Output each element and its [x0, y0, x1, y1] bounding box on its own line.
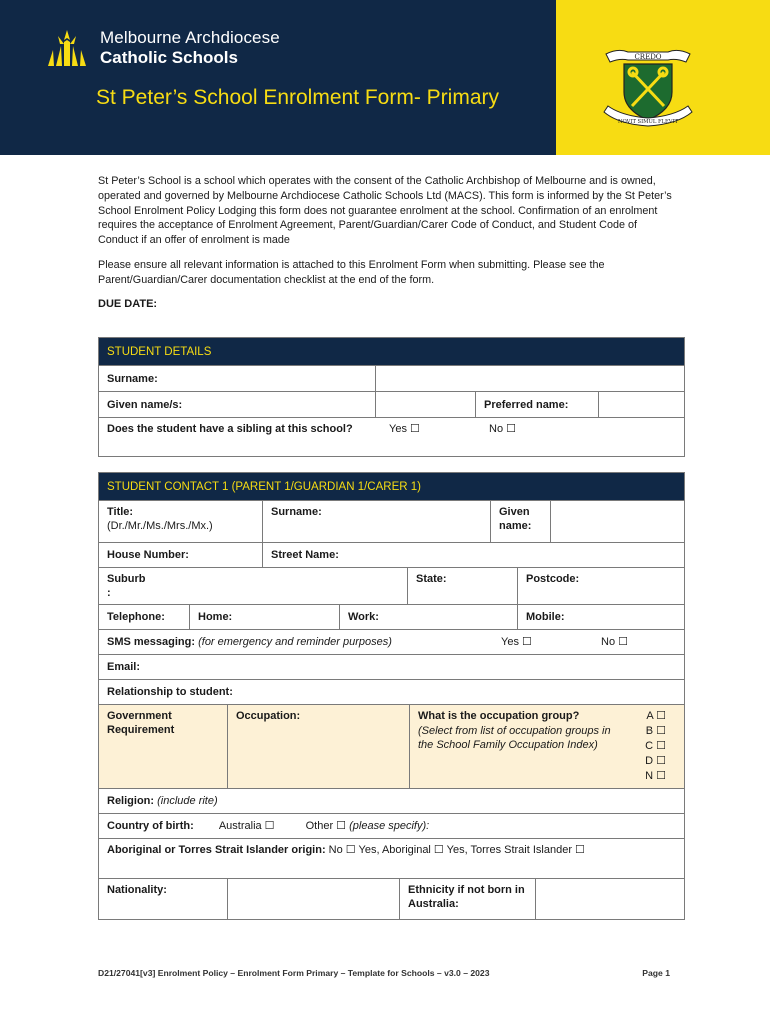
work-phone-label: Work:: [339, 605, 517, 629]
ethnicity-field[interactable]: [535, 879, 684, 919]
given-names-row: [99, 392, 684, 418]
religion-note: (include rite): [157, 795, 218, 807]
relationship-row: [99, 680, 684, 705]
macs-logo: [42, 28, 280, 68]
email-row: [99, 655, 684, 680]
page-header: [0, 0, 770, 155]
footer-text: D21/27041[v3] Enrolment Policy – Enrolment Form Primary – Template for Schools – v3.0 – 2023: [98, 968, 490, 978]
crest-motto-bottom: NOVIT SIMUL FLEVIT: [617, 119, 679, 125]
telephone-row: [99, 605, 684, 630]
occupation-option-b[interactable]: B ☐: [645, 725, 666, 737]
sms-label: SMS messaging:: [107, 636, 196, 648]
sms-note: (for emergency and reminder purposes): [198, 636, 392, 648]
page-footer: [98, 968, 670, 978]
occupation-option-n[interactable]: N ☐: [645, 770, 666, 782]
contact-given-name-label: Given name:: [490, 501, 550, 542]
school-crest-icon: [598, 34, 698, 132]
due-date-label: DUE DATE:: [98, 298, 158, 311]
atsi-options[interactable]: No ☐ Yes, Aboriginal ☐ Yes, Torres Strait Islander ☐: [328, 844, 585, 856]
occupation-label: Occupation:: [227, 705, 409, 788]
postcode-label: Postcode:: [517, 568, 684, 604]
title-label: Title:: [107, 506, 134, 518]
macs-emblem-icon: [42, 28, 92, 68]
crest-motto-top: CREDO: [634, 53, 662, 61]
country-of-birth-label: Country of birth:: [107, 820, 194, 832]
given-names-field[interactable]: [375, 392, 475, 417]
address-row: [99, 543, 684, 568]
surname-row: [99, 366, 684, 392]
preferred-name-field[interactable]: [598, 392, 684, 417]
intro-paragraph-1: St Peter’s School is a school which operates with the consent of the Catholic Archbishop of Melbourne and is owned, operated and governed by Melbourne Archdiocese Catholic Schools Ltd (MACS). This form is informed by the St Peter’s School Enrolment Policy Lodging this form does not guarantee enrolment at the school. Confirmation of an enrolment requires the acceptance of Enrolment Agreement, Parent/Guardian/Carer Code of Conduct, and Student Code of Conduct if an offer of enrolment is made: [98, 175, 672, 247]
sibling-no-checkbox[interactable]: No ☐: [489, 423, 516, 435]
occupation-group-options: [645, 709, 666, 784]
suburb-label: Suburb :: [107, 573, 146, 599]
occupation-group-note: (Select from list of occupation groups in the School Family Occupation Index): [418, 724, 611, 751]
header-navy-panel: [0, 0, 556, 155]
sms-row: [99, 630, 684, 655]
student-details-table: [98, 337, 685, 457]
country-of-birth-row: [99, 814, 684, 839]
government-requirement-label: Government Requirement: [99, 705, 227, 788]
student-contact-heading: STUDENT CONTACT 1 (PARENT 1/GUARDIAN 1/CARER 1): [99, 473, 684, 501]
intro-paragraph-2: Please ensure all relevant information is attached to this Enrolment Form when submitting. Please see the Parent/Guardian/Carer documentation checklist at the end of the form.: [98, 258, 605, 286]
sibling-row: [99, 418, 684, 456]
country-australia-checkbox[interactable]: Australia ☐: [218, 820, 275, 832]
contact-given-name-field[interactable]: [550, 501, 684, 542]
mobile-phone-label: Mobile:: [517, 605, 684, 629]
house-number-label: House Number:: [107, 549, 189, 561]
sms-no-checkbox[interactable]: No ☐: [601, 636, 628, 648]
occupation-option-c[interactable]: C ☐: [645, 740, 666, 752]
suburb-row: [99, 568, 684, 605]
title-options: (Dr./Mr./Ms./Mrs./Mx.): [107, 520, 213, 532]
home-phone-label: Home:: [189, 605, 339, 629]
religion-label: Religion:: [107, 795, 155, 807]
nationality-label: Nationality:: [107, 884, 167, 896]
state-label: State:: [407, 568, 517, 604]
relationship-label: Relationship to student:: [107, 686, 233, 698]
atsi-label: Aboriginal or Torres Strait Islander origin:: [107, 844, 326, 856]
occupation-option-a[interactable]: A ☐: [646, 710, 666, 722]
title-row: [99, 501, 684, 543]
contact-surname-label: Surname:: [262, 501, 490, 542]
sibling-yes-checkbox[interactable]: Yes ☐: [389, 423, 420, 435]
occupation-group-question: What is the occupation group?: [418, 710, 580, 722]
surname-label: Surname:: [107, 373, 158, 385]
sibling-question-label: Does the student have a sibling at this school?: [107, 423, 353, 435]
street-name-label: Street Name:: [262, 543, 684, 567]
intro-section: [98, 174, 676, 313]
sms-yes-checkbox[interactable]: Yes ☐: [501, 636, 532, 648]
government-requirement-row: [99, 705, 684, 789]
ethnicity-label: Ethnicity if not born in Australia:: [399, 879, 535, 919]
religion-row: [99, 789, 684, 814]
telephone-label: Telephone:: [107, 611, 165, 623]
logo-line-2: Catholic Schools: [100, 48, 238, 67]
logo-line-1: Melbourne Archdiocese: [100, 28, 280, 48]
country-other-note: (please specify):: [349, 820, 430, 832]
suburb-field[interactable]: [159, 568, 407, 604]
preferred-name-label: Preferred name:: [475, 392, 598, 417]
surname-field[interactable]: [375, 366, 684, 391]
given-names-label: Given name/s:: [107, 399, 183, 411]
occupation-option-d[interactable]: D ☐: [645, 755, 666, 767]
nationality-field[interactable]: [227, 879, 399, 919]
nationality-row: [99, 879, 684, 919]
student-contact-table: [98, 472, 685, 920]
page-number: Page 1: [642, 968, 670, 978]
country-other-checkbox[interactable]: Other ☐: [305, 820, 347, 832]
email-label: Email:: [107, 661, 141, 673]
student-details-heading: STUDENT DETAILS: [99, 338, 684, 366]
atsi-row: [99, 839, 684, 879]
page-title: St Peter’s School Enrolment Form- Primary: [96, 86, 500, 109]
